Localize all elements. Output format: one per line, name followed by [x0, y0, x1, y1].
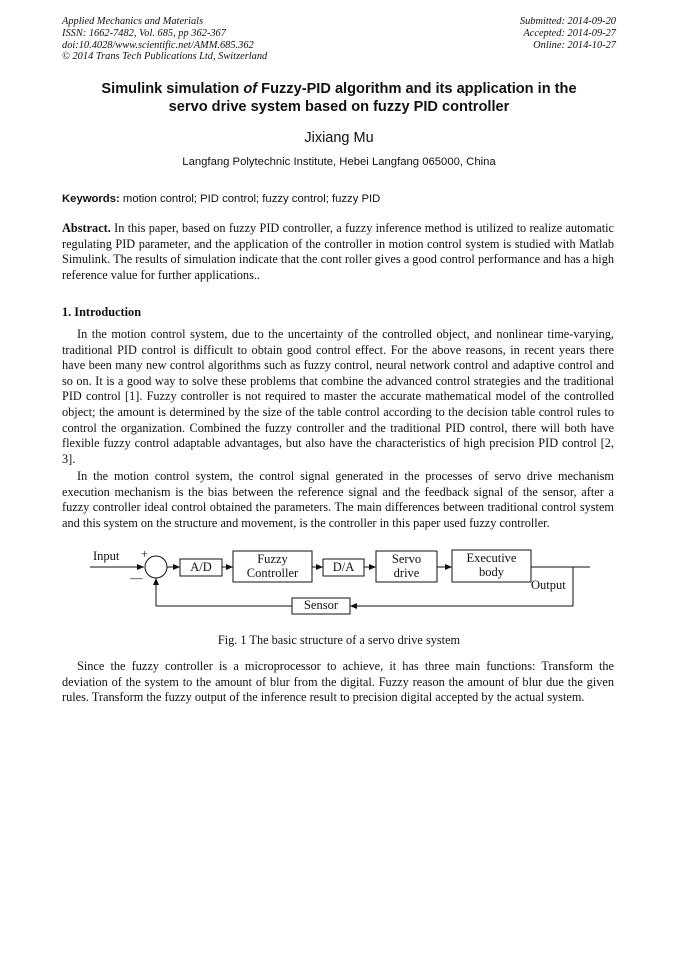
servo-label-line1: Servo — [391, 552, 422, 566]
journal-header-right — [520, 16, 616, 51]
title-prefix: Simulink simulation — [101, 81, 244, 97]
ad-label: A/D — [190, 560, 212, 574]
summing-junction — [145, 556, 167, 578]
abstract — [62, 221, 614, 283]
issn-line: ISSN: 1662-7482, Vol. 685, pp 362-367 — [62, 27, 226, 39]
servo-label-line2: drive — [393, 566, 420, 580]
online-date: Online: 2014-10-27 — [533, 39, 616, 51]
intro-paragraph-1: In the motion control system, due to the uncertainty of the controlled object, and nonlinear time-varying, traditional PID control is difficult to obtain good control effect. For the above reasons, in recent years there have been many new control algorithms such as fuzzy control, neural network control and adaptive control and so on. It is a good way to solve these problems that combine the advanced control strategies and the traditional PID control [1]. Fuzzy controller is not required to master the accurate mathematical model of the controlled object; the amount is determined by the size of the table control according to the decision table control rules to control the organization. Combined the fuzzy controller and the traditional PID control, there will both have flexible fuzzy control adaptable advantages, but also have the characteristics of high precision PID control [2, 3]. — [62, 327, 614, 466]
sensor-label: Sensor — [303, 598, 339, 612]
abstract-label: Abstract. — [62, 221, 111, 235]
plus-sign: + — [141, 547, 149, 561]
minus-sign: — — [130, 571, 143, 585]
keywords — [62, 193, 614, 205]
title-line1-rest: Fuzzy-PID algorithm and its application in the — [257, 81, 577, 97]
title-line2: servo drive system based on fuzzy PID controller — [168, 98, 510, 115]
abstract-text: In this paper, based on fuzzy PID controller, a fuzzy inference method is utilized to realize automatic regulating PID parameter, and the application of the controller in motion control system is studied with Matlab Simulink. The results of simulation indicate that the cont roller gives a good control performance and has a high reference value for further applications.. — [62, 221, 614, 282]
fuzzy-label-line2: Controller — [246, 566, 299, 580]
title-italic: of — [243, 81, 258, 97]
output-label: Output — [531, 578, 566, 592]
section-heading-introduction: 1. Introduction — [62, 305, 142, 319]
intro-paragraph-3: Since the fuzzy controller is a microprocessor to achieve, it has three main functions: Transform the deviation of the system to the amount of blur from the digital. Fuzzy reason the amount of blur due the given rules. Transform the fuzzy output of the inference result to precision digital accepted by the actual system. — [62, 659, 614, 705]
intro-paragraph-2: In the motion control system, the control signal generated in the processes of servo drive mechanism execution mechanism is the bias between the reference signal and the feedback signal of the sensor, after a fuzzy controller ideal control obtained the parameters. The main differences between traditional control system and this system on the structure and movement, is the controller in this paper used fuzzy controller. — [62, 469, 614, 530]
journal-header-left — [62, 16, 267, 63]
input-label: Input — [93, 549, 120, 563]
figure-caption: Fig. 1 The basic structure of a servo drive system — [217, 633, 461, 647]
paper-title — [40, 81, 638, 116]
author-name: Jixiang Mu — [304, 130, 374, 146]
accepted-date: Accepted: 2014-09-27 — [523, 27, 616, 39]
servo-block-diagram — [90, 545, 590, 620]
executive-label-line1: Executive — [466, 551, 517, 565]
fuzzy-label-line1: Fuzzy — [257, 552, 288, 566]
executive-label-line2: body — [479, 565, 504, 579]
doi-line: doi:10.4028/www.scientific.net/AMM.685.362 — [62, 39, 254, 51]
affiliation: Langfang Polytechnic Institute, Hebei Langfang 065000, China — [182, 156, 496, 168]
submitted-date: Submitted: 2014-09-20 — [519, 16, 616, 27]
da-label: D/A — [332, 560, 355, 574]
keywords-label: Keywords: — [62, 193, 120, 205]
keywords-text: motion control; PID control; fuzzy control; fuzzy PID — [119, 193, 381, 205]
journal-name: Applied Mechanics and Materials — [62, 16, 204, 27]
copyright-line: © 2014 Trans Tech Publications Ltd, Switzerland — [62, 51, 268, 63]
